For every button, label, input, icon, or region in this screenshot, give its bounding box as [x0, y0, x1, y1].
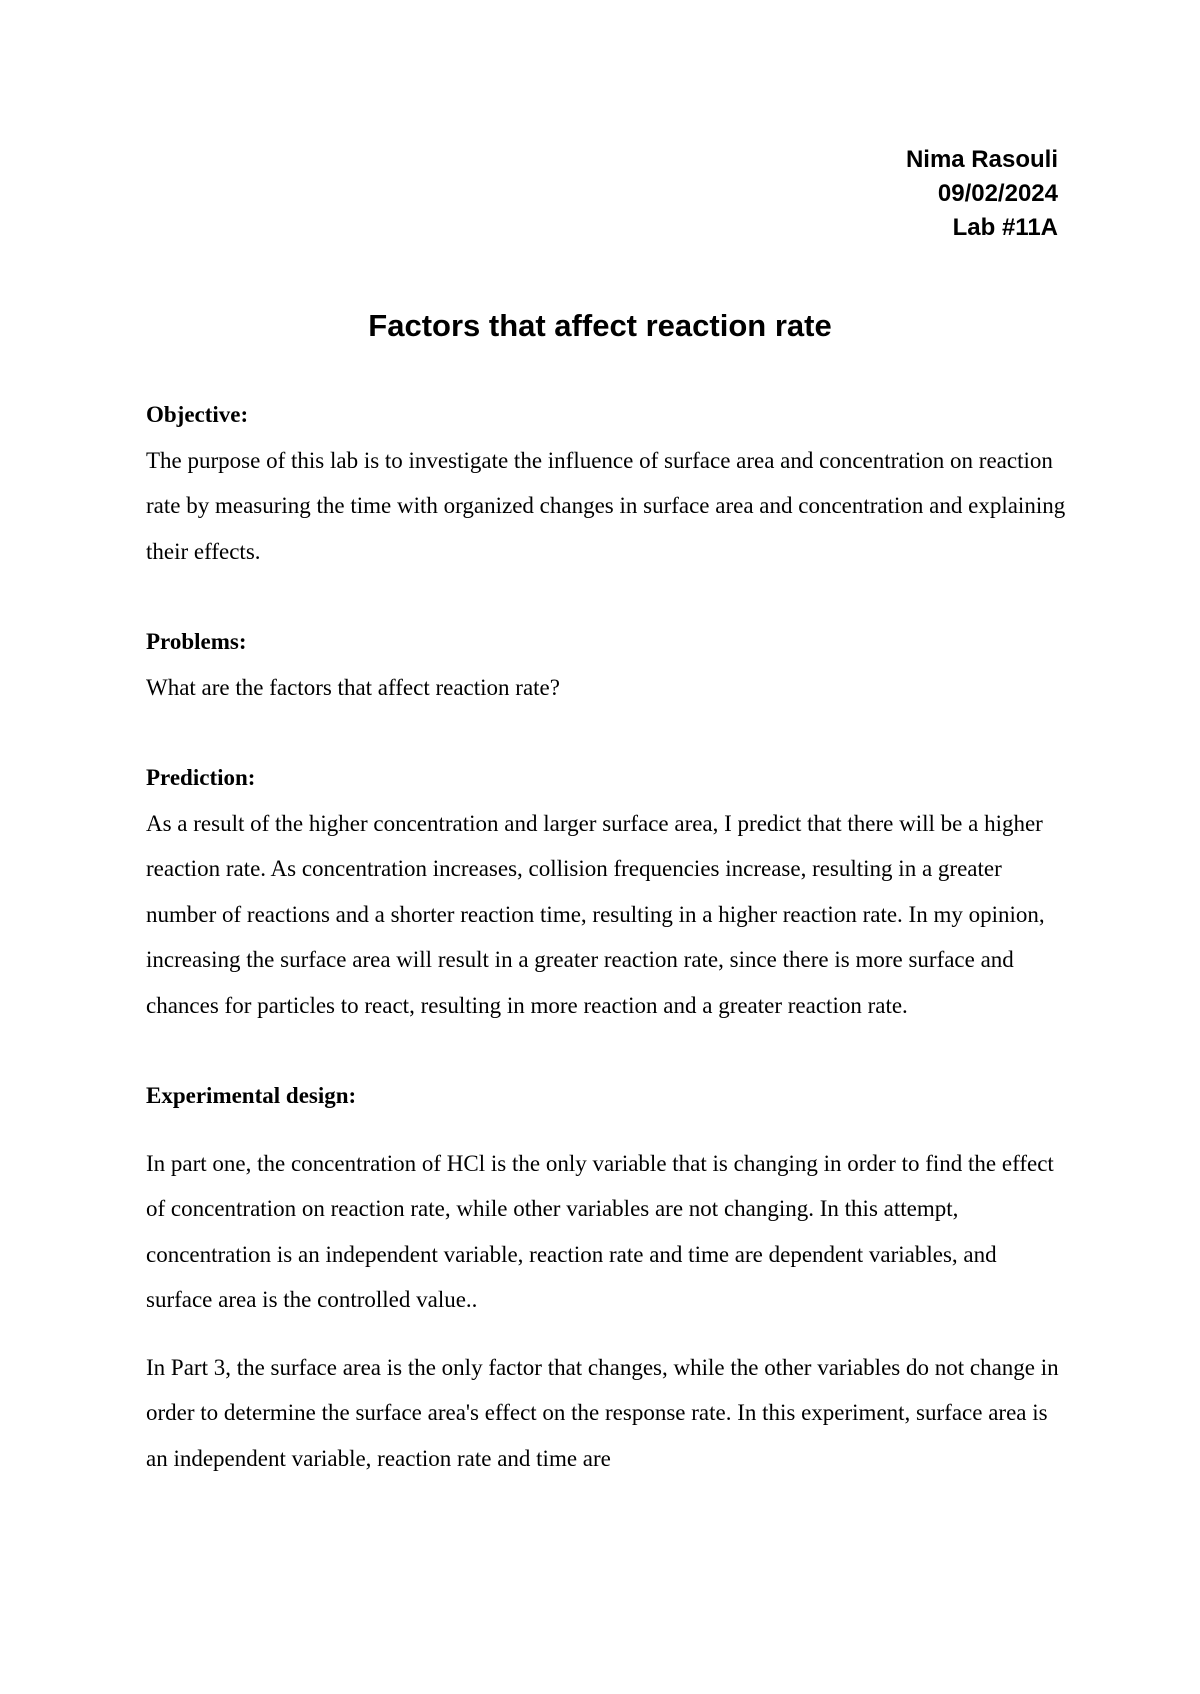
spacer [146, 574, 1066, 619]
lab-number: Lab #11A [952, 214, 1058, 241]
prediction-heading: Prediction: [146, 765, 256, 790]
document-title: Factors that affect reaction rate [368, 308, 832, 343]
objective-text: The purpose of this lab is to investigate the influence of surface area and concentration on reaction rate by measuring the time with organized changes in surface area and concentration and explaining their effects. [146, 447, 1066, 564]
report-date: 09/02/2024 [937, 180, 1058, 207]
author-info [906, 143, 1058, 245]
author-name: Nima Rasouli [905, 146, 1058, 173]
objective-heading: Objective: [146, 402, 249, 427]
spacer [146, 710, 1066, 755]
experimental-design-heading: Experimental design: [146, 1083, 357, 1108]
spacer [146, 1119, 1066, 1141]
spacer [146, 1028, 1066, 1073]
experimental-design-paragraph-1: In part one, the concentration of HCl is the only variable that is changing in order to find the effect of concentration on reaction rate, while other variables are not changing. In this attempt, concentration is an independent variable, reaction rate and time are dependent variables, and surface area is the controlled value.. [146, 1150, 1054, 1312]
spacer [146, 1323, 1066, 1345]
document-body [146, 392, 1066, 1481]
problems-text: What are the factors that affect reaction rate? [146, 674, 560, 700]
problems-heading: Problems: [146, 629, 247, 654]
prediction-text: As a result of the higher concentration and larger surface area, I predict that there will be a higher reaction rate. As concentration increases, collision frequencies increase, resulting in a greater number of reactions and a shorter reaction time, resulting in a higher reaction rate. In my opinion, increasing the surface area will result in a greater reaction rate, since there is more surface and chances for particles to react, resulting in more reaction and a greater reaction rate. [146, 810, 1045, 1018]
experimental-design-paragraph-2: In Part 3, the surface area is the only factor that changes, while the other variables do not change in order to determine the surface area's effect on the response rate. In this experiment, surface area is an independent variable, reaction rate and time are [146, 1354, 1059, 1471]
